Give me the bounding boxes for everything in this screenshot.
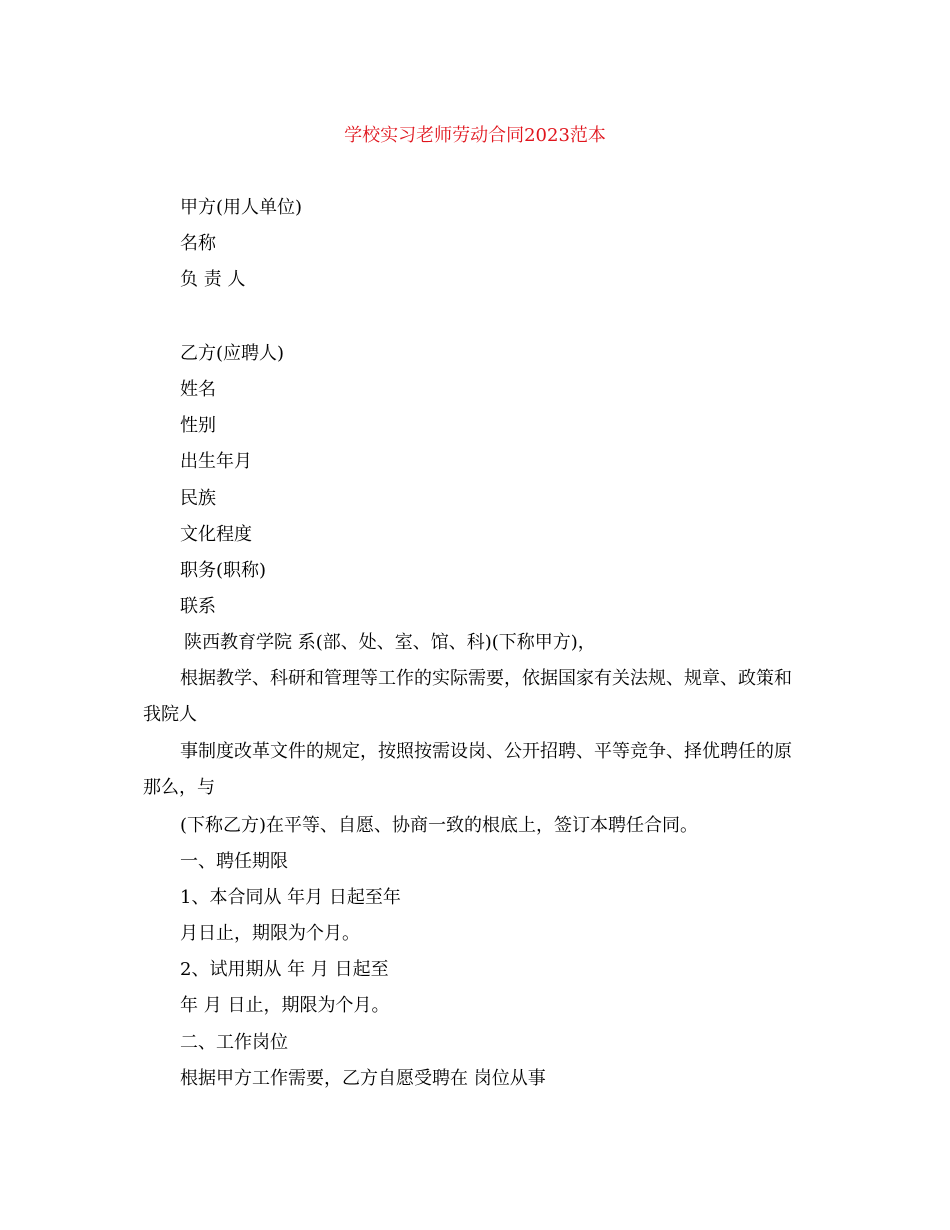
party-a-responsible-label: 负 责 人 (180, 269, 246, 290)
party-b-field-title: 职务(职称) (180, 560, 267, 581)
section-1-item-2-start: 2、试用期从 年 月 日起至 (180, 959, 389, 980)
body-paragraph-1: 陕西教育学院 系(部、处、室、馆、科)(下称甲方)， (184, 632, 596, 653)
party-b-field-education: 文化程度 (180, 524, 252, 545)
party-b-field-birth: 出生年月 (180, 451, 252, 472)
party-b-field-name: 姓名 (180, 379, 216, 400)
party-a-heading: 甲方(用人单位) (180, 197, 303, 218)
party-b-field-contact: 联系 (180, 596, 216, 617)
party-b-heading: 乙方(应聘人) (180, 343, 285, 364)
section-1-item-1-start: 1、本合同从 年月 日起至年 (180, 887, 401, 908)
party-a-name-label: 名称 (180, 233, 216, 254)
party-b-field-gender: 性别 (180, 415, 216, 436)
body-paragraph-2: 根据教学、科研和管理等工作的实际需要，依据国家有关法规、规章、政策和我院人 (143, 668, 792, 725)
section-2-heading: 二、工作岗位 (180, 1032, 288, 1053)
section-1-heading: 一、聘任期限 (180, 851, 288, 872)
body-paragraph-4: (下称乙方)在平等、自愿、协商一致的根底上，签订本聘任合同。 (180, 815, 699, 836)
section-1-item-2-end: 年 月 日止，期限为个月。 (180, 995, 390, 1016)
body-paragraph-3: 事制度改革文件的规定，按照按需设岗、公开招聘、平等竞争、择优聘任的原那么，与 (143, 741, 792, 798)
section-1-item-1-end: 月日止，期限为个月。 (180, 923, 360, 944)
document-title: 学校实习老师劳动合同2023范本 (344, 125, 606, 146)
party-b-field-ethnicity: 民族 (180, 488, 216, 509)
section-2-text: 根据甲方工作需要，乙方自愿受聘在 岗位从事 (180, 1068, 546, 1089)
